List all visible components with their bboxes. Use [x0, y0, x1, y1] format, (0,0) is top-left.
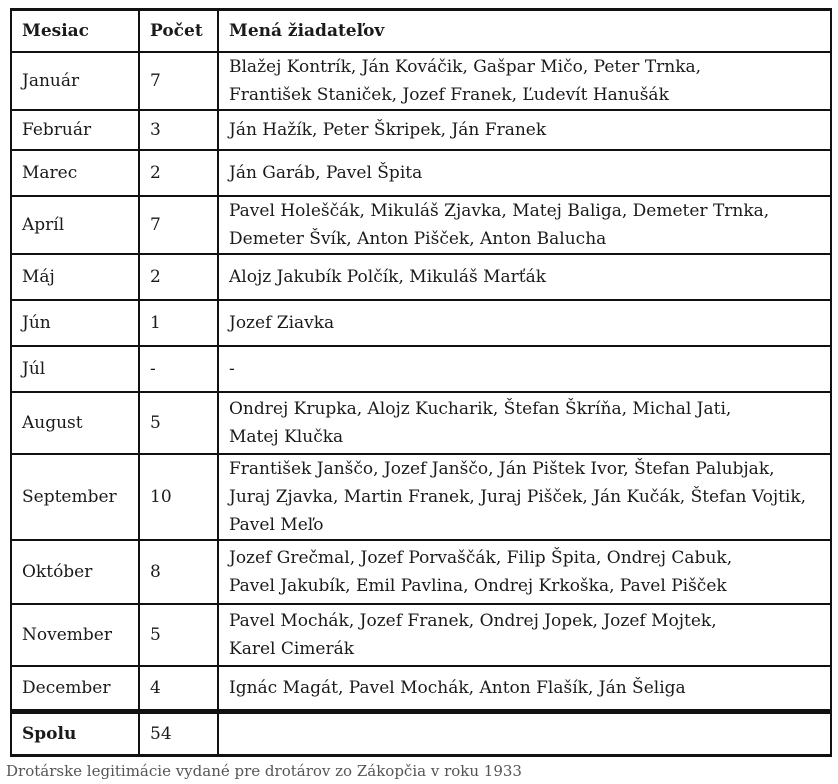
month-cell: Január [11, 52, 139, 110]
names-line: Jozef Grečmal, Jozef Porvaščák, Filip Špita, Ondrej Cabuk, [229, 548, 733, 568]
total-names-cell [218, 712, 831, 756]
count-cell: - [139, 346, 218, 392]
names-line: Matej Klučka [229, 427, 344, 447]
names-line: Blažej Kontrík, Ján Kováčik, Gašpar Mičo, Peter Trnka, [229, 57, 702, 77]
applicants-table [10, 8, 832, 757]
month-cell: November [11, 604, 139, 666]
table-row [11, 454, 831, 540]
month-cell: December [11, 666, 139, 712]
table-row [11, 346, 831, 392]
names-cell [218, 604, 831, 666]
month-cell: August [11, 392, 139, 454]
names-line: Pavel Jakubík, Emil Pavlina, Ondrej Krkoška, Pavel Pišček [229, 576, 727, 596]
table-row [11, 196, 831, 254]
header-month: Mesiac [11, 10, 139, 53]
count-cell: 4 [139, 666, 218, 712]
total-label: Spolu [11, 712, 139, 756]
table-row [11, 254, 831, 300]
names-line: Jozef Ziavka [229, 313, 335, 333]
month-cell: Jún [11, 300, 139, 346]
names-line: František Staniček, Jozef Franek, Ľudevít Hanušák [229, 85, 669, 105]
table-row [11, 300, 831, 346]
month-cell: Máj [11, 254, 139, 300]
count-cell: 7 [139, 196, 218, 254]
names-line: Alojz Jakubík Polčík, Mikuláš Marťák [229, 267, 547, 287]
table-row [11, 540, 831, 604]
names-cell [218, 300, 831, 346]
names-line: Pavel Meľo [229, 515, 324, 535]
names-line: Ondrej Krupka, Alojz Kucharik, Štefan Škríňa, Michal Jati, [229, 399, 732, 419]
names-cell [218, 52, 831, 110]
total-count: 54 [139, 712, 218, 756]
names-cell [218, 150, 831, 196]
names-line: Ján Garáb, Pavel Špita [229, 163, 423, 183]
table-row [11, 392, 831, 454]
count-cell: 8 [139, 540, 218, 604]
names-cell [218, 254, 831, 300]
month-cell: Marec [11, 150, 139, 196]
count-cell: 1 [139, 300, 218, 346]
count-cell: 5 [139, 392, 218, 454]
table-caption: Drotárske legitimácie vydané pre drotárov zo Zákopčia v roku 1933 [6, 762, 522, 780]
count-cell: 7 [139, 52, 218, 110]
names-line: Ján Hažík, Peter Škripek, Ján Franek [229, 120, 547, 140]
total-row [11, 712, 831, 756]
table-header-row [11, 10, 831, 53]
table-row [11, 604, 831, 666]
table-row [11, 110, 831, 150]
names-line: František Janščo, Jozef Janščo, Ján Pištek Ivor, Štefan Palubjak, [229, 459, 775, 479]
month-cell: Apríl [11, 196, 139, 254]
count-cell: 2 [139, 150, 218, 196]
month-cell: Júl [11, 346, 139, 392]
names-line: Karel Cimerák [229, 639, 355, 659]
table-row [11, 666, 831, 712]
header-names: Mená žiadateľov [218, 10, 831, 53]
names-cell [218, 540, 831, 604]
names-cell [218, 110, 831, 150]
count-cell: 5 [139, 604, 218, 666]
names-line: Demeter Švík, Anton Pišček, Anton Balucha [229, 229, 607, 249]
count-cell: 3 [139, 110, 218, 150]
names-cell [218, 666, 831, 712]
count-cell: 2 [139, 254, 218, 300]
month-cell: Október [11, 540, 139, 604]
header-count: Počet [139, 10, 218, 53]
table-row [11, 52, 831, 110]
names-line: - [229, 359, 235, 379]
names-line: Pavel Holeščák, Mikuláš Zjavka, Matej Baliga, Demeter Trnka, [229, 201, 770, 221]
month-cell: September [11, 454, 139, 540]
table-row [11, 150, 831, 196]
names-cell [218, 454, 831, 540]
names-line: Juraj Zjavka, Martin Franek, Juraj Pišček, Ján Kučák, Štefan Vojtik, [229, 487, 807, 507]
names-line: Pavel Mochák, Jozef Franek, Ondrej Jopek, Jozef Mojtek, [229, 611, 717, 631]
names-cell [218, 392, 831, 454]
names-line: Ignác Magát, Pavel Mochák, Anton Flašík, Ján Šeliga [229, 678, 686, 698]
month-cell: Február [11, 110, 139, 150]
count-cell: 10 [139, 454, 218, 540]
names-cell [218, 196, 831, 254]
names-cell [218, 346, 831, 392]
